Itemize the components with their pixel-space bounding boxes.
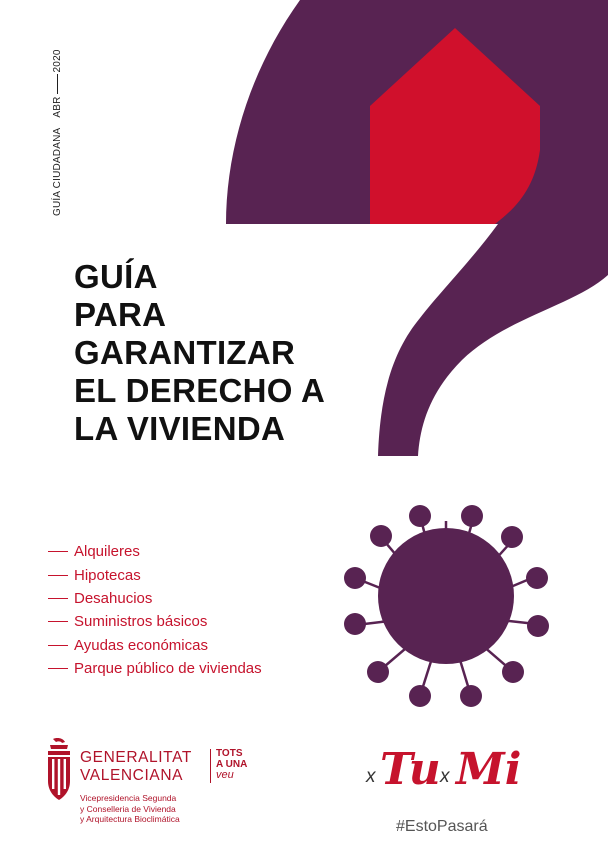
- name-line: VALENCIANA: [80, 767, 184, 784]
- list-item: [48, 657, 262, 680]
- date-dash: [57, 74, 58, 94]
- title-line: LA VIVIENDA: [74, 410, 286, 447]
- dash-marker: [48, 575, 68, 576]
- title-line: PARA: [74, 296, 167, 333]
- dept-line: y Conselleria de Vivienda: [80, 803, 176, 814]
- slogan-word: Tu: [380, 744, 441, 795]
- name-line: GENERALITAT: [80, 749, 192, 766]
- logo-divider: [210, 749, 211, 783]
- topic-label: Alquileres: [74, 543, 140, 561]
- page-title: [74, 258, 325, 448]
- topic-label: Hipotecas: [74, 566, 141, 584]
- dash-marker: [48, 621, 68, 622]
- motto-line: veu: [216, 769, 234, 781]
- generalitat-name: [80, 749, 192, 785]
- series-name: GUÍA CIUDADANA: [52, 127, 63, 216]
- motto-line: TOTS: [216, 748, 243, 759]
- dash-marker: [48, 551, 68, 552]
- department-name: [80, 793, 180, 825]
- topic-label: Parque público de viviendas: [74, 660, 262, 678]
- dash-marker: [48, 668, 68, 669]
- generalitat-logo: [44, 737, 254, 827]
- campaign-hashtag: #EstoPasará: [396, 818, 488, 835]
- title-line: GUÍA: [74, 258, 158, 295]
- dept-line: y Arquitectura Bioclimática: [80, 814, 180, 824]
- dash-marker: [48, 598, 68, 599]
- date-year: 2020: [52, 49, 63, 73]
- guide-series-label: [52, 49, 63, 216]
- virus-icon: [344, 505, 549, 707]
- list-item: [48, 634, 262, 657]
- motto-line: A UNA: [216, 759, 248, 770]
- slogan-x: x: [440, 766, 450, 787]
- date-month: ABR: [52, 96, 63, 118]
- title-line: EL DERECHO A: [74, 372, 326, 409]
- list-item: [48, 610, 262, 633]
- topics-list: [48, 540, 262, 680]
- slogan-x: x: [366, 766, 376, 787]
- dash-marker: [48, 645, 68, 646]
- list-item: [48, 587, 262, 610]
- list-item: [48, 540, 262, 563]
- dept-line: Vicepresidencia Segunda: [80, 793, 177, 803]
- topic-label: Suministros básicos: [74, 613, 208, 631]
- motto: [216, 748, 256, 781]
- title-line: GARANTIZAR: [74, 334, 296, 371]
- list-item: [48, 563, 262, 586]
- topic-label: Desahucios: [74, 589, 153, 607]
- topic-label: Ayudas económicas: [74, 636, 208, 654]
- slogan-word: Mi: [456, 744, 522, 795]
- coat-of-arms-icon: [44, 737, 74, 801]
